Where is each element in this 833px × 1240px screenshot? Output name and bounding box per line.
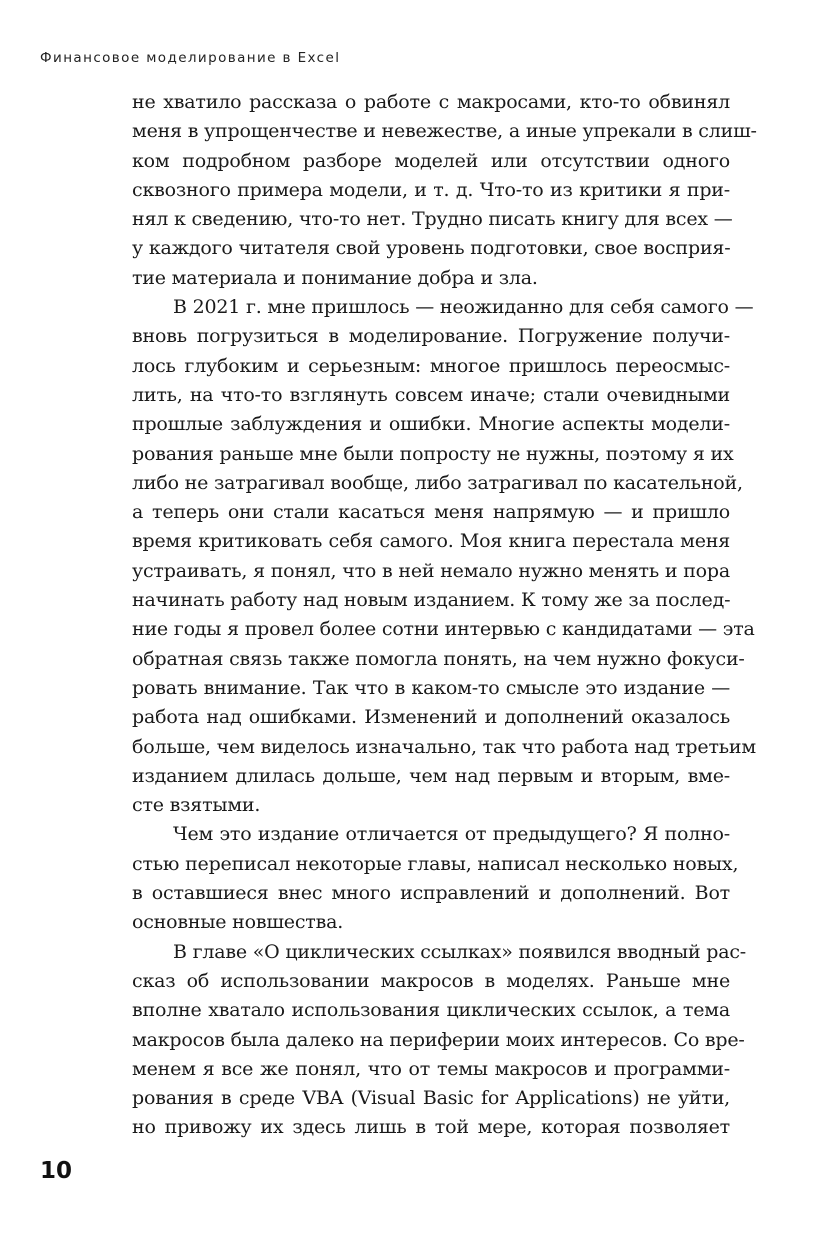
text-line: рования в среде VBA (Visual Basic for Applications) не уйти, — [132, 1087, 730, 1110]
text-line: сквозного примера модели, и т. д. Что-то из критики я при- — [132, 178, 730, 201]
text-line: стью переписал некоторые главы, написал несколько новых, — [132, 852, 739, 875]
page-number: 10 — [40, 1158, 73, 1184]
text-line: меня в упрощенчестве и невежестве, а иные упрекали в слиш- — [132, 120, 757, 143]
text-line: макросов была далеко на периферии моих интересов. Со вре- — [132, 1028, 745, 1051]
text-line: основные новшества. — [132, 911, 344, 934]
text-line: обратная связь также помогла понять, на чем нужно фокуси- — [132, 647, 745, 670]
text-line: тие материала и понимание добра и зла. — [132, 266, 538, 289]
text-line: сте взятыми. — [132, 794, 261, 817]
body-text — [132, 88, 757, 1143]
text-line: устраивать, я понял, что в ней немало нужно менять и пора — [132, 559, 730, 582]
text-line: сказ об использовании макросов в моделях. Раньше мне — [132, 969, 730, 992]
text-line: ние годы я провел более сотни интервью с кандидатами — эта — [132, 618, 755, 641]
text-line: в оставшиеся внес много исправлений и дополнений. Вот — [132, 882, 730, 905]
text-line: у каждого читателя свой уровень подготовки, свое восприя- — [132, 237, 731, 260]
text-line: ком подробном разборе моделей или отсутствии одного — [132, 149, 730, 172]
text-line: не хватило рассказа о работе с макросами, кто-то обвинял — [132, 91, 730, 113]
paragraph-first-line: Чем это издание отличается от предыдущего? Я полно- — [173, 823, 730, 846]
text-line: рования раньше мне были попросту не нужны, поэтому я их — [132, 442, 734, 465]
text-line: ровать внимание. Так что в каком-то смысле это издание — — [132, 676, 730, 699]
text-line: начинать работу над новым изданием. К тому же за послед- — [132, 589, 731, 612]
text-line: а теперь они стали касаться меня напрямую — и пришло — [132, 501, 730, 524]
text-line: время критиковать себя самого. Моя книга перестала меня — [132, 530, 730, 553]
running-head: Финансовое моделирование в Excel — [40, 50, 341, 66]
text-line: изданием длилась дольше, чем над первым и вторым, вме- — [132, 764, 730, 787]
paragraph-first-line: В главе «О циклических ссылках» появился вводный рас- — [173, 940, 747, 963]
text-line: вполне хватало использования циклических ссылок, а тема — [132, 999, 730, 1022]
text-line: менем я все же понял, что от темы макросов и программи- — [132, 1057, 730, 1080]
text-line: нял к сведению, что-то нет. Трудно писать книгу для всех — — [132, 208, 733, 231]
text-line: работа над ошибками. Изменений и дополнений оказалось — [132, 706, 730, 729]
text-line: лось глубоким и серьезным: многое пришлось переосмыс- — [132, 354, 730, 377]
text-line: прошлые заблуждения и ошибки. Многие аспекты модели- — [132, 413, 730, 436]
text-line: вновь погрузиться в моделирование. Погружение получи- — [132, 325, 730, 348]
text-line: лить, на что-то взглянуть совсем иначе; стали очевидными — [132, 383, 730, 406]
text-line: но привожу их здесь лишь в той мере, которая позволяет — [132, 1116, 730, 1139]
paragraph-first-line: В 2021 г. мне пришлось — неожиданно для себя самого — — [173, 296, 754, 319]
text-line: больше, чем виделось изначально, так что работа над третьим — [132, 735, 756, 758]
text-line: либо не затрагивал вообще, либо затрагивал по касательной, — [132, 471, 743, 494]
